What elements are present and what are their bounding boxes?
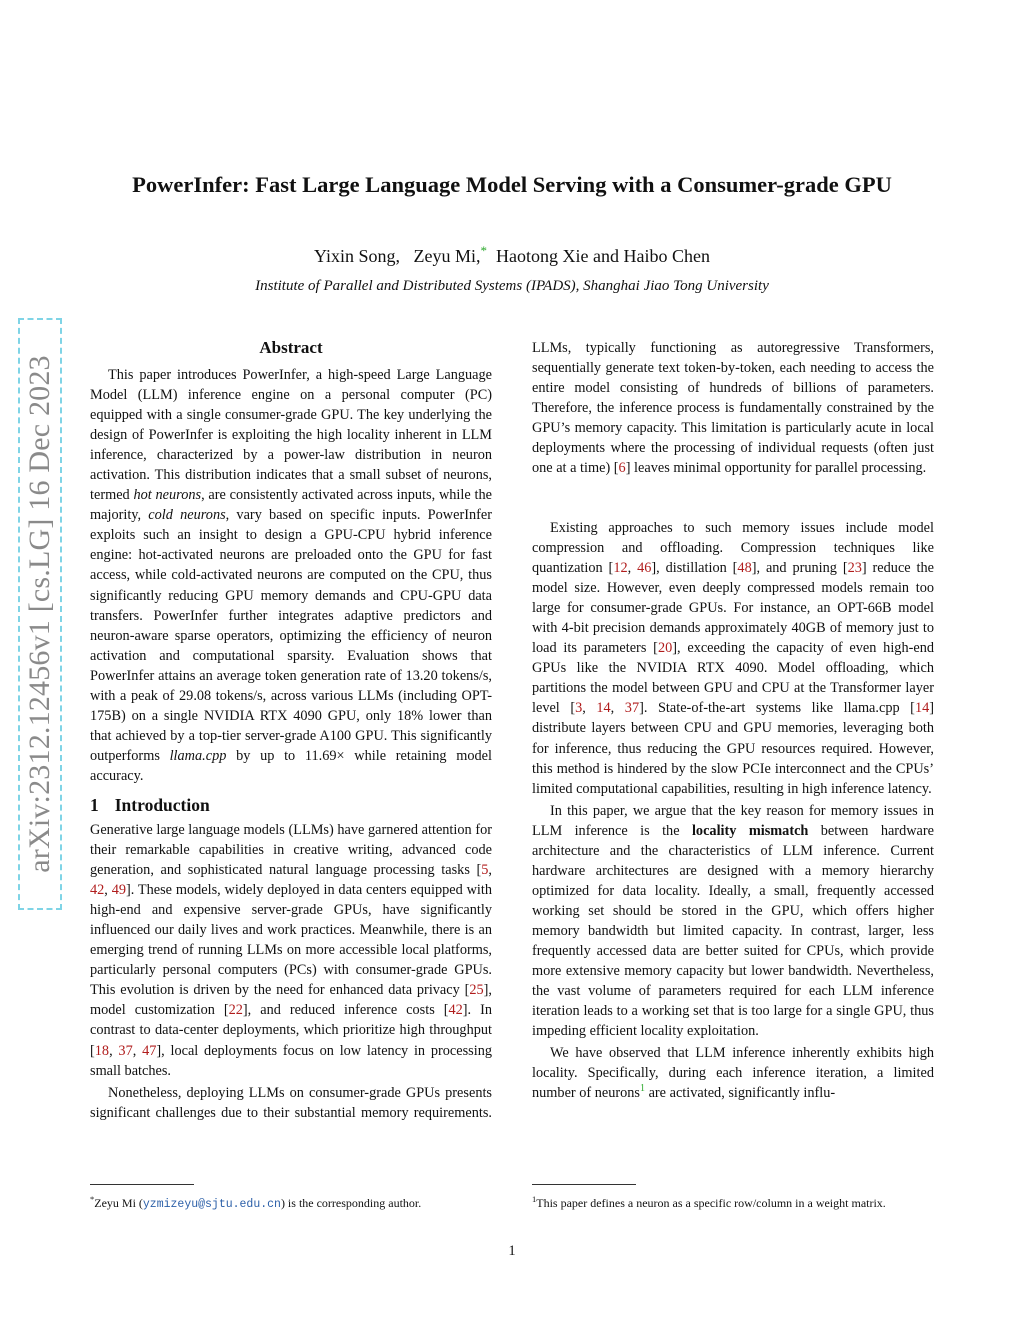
intro-paragraph-2-start: Nonetheless, deploying LLMs on consumer-grade GPUs presents significant challenges due to their substantial memory requirements. — [90, 1084, 492, 1121]
citation-link[interactable]: 22 — [228, 1002, 243, 1019]
abstract-text: This paper introduces PowerInfer, a high-speed Large Language Model (LLM) inference engine on a personal computer (PC) equipped with a single consumer-grade GPU. The key underlying the design of PowerInfer is exploiting the high locality inherent in LLM inference, characterized by a power-law distribution in neuron activation. This distribution indicates that a small subset of neurons, termed hot neurons, are consistently activated across inputs, while the majority, cold neurons, vary based on specific inputs. PowerInfer exploits such an insight to design a GPU-CPU hybrid inference engine: hot-activated neurons are preloaded onto the GPU for fast access, while cold-activated neurons are computed on the CPU, thus significantly reducing GPU memory demands and CPU-GPU data transfers. PowerInfer further integrates adaptive predictors and neuron-aware sparse operators, optimizing the efficiency of neuron activation and computational sparsity. Evaluation shows that PowerInfer attains an average token generation rate of 13.20 tokens/s, with a peak of 29.08 tokens/s, across various LLMs (including OPT-175B) on a single NVIDIA RTX 4090 GPU, only 18% lower than that achieved by a top-tier server-grade A100 GPU. This significantly outperforms llama.cpp by up to 11.69× while retaining model accuracy. — [90, 367, 492, 784]
citation-link[interactable]: 23 — [847, 560, 862, 577]
paper-title: PowerInfer: Fast Large Language Model Serving with a Consumer-grade GPU — [132, 172, 892, 197]
author-zeyu-mi: Zeyu Mi, — [413, 246, 481, 266]
footnote-rule-right — [532, 1184, 636, 1185]
intro-paragraph-4: In this paper, we argue that the key reason for memory issues in LLM inference is the locality mismatch between hardware architecture and the characteristics of LLM inference. Current hardware architectures are designed with a memory hierarchy optimized for data locality. Ideally, a small, frequently accessed working set should be stored in the GPU, which offers higher memory bandwidth but limited capacity. In contrast, larger, less frequently accessed data are better suited for CPUs, which provide more extensive memory capacity but lower bandwidth. Nevertheless, the vast volume of parameters required for each LLM inference iteration leads to a working set that is too large for a single GPU, thus impeding efficient locality exploitation. — [532, 802, 934, 1040]
citation-link[interactable]: 6 — [618, 460, 626, 477]
citation-link[interactable]: 25 — [469, 982, 484, 999]
citation-link[interactable]: 14 — [914, 700, 930, 717]
right-column — [532, 338, 934, 1103]
citation-link[interactable]: 49 — [111, 882, 126, 899]
citation-link[interactable]: 5 — [481, 862, 489, 879]
intro-paragraph-3: Existing approaches to such memory issues include model compression and offloading. Compression techniques like quantization [12, 46], distillation [48], and pruning [23] reduce the model size. However, even deeply compressed models remain too large for consumer-grade GPUs. For instance, an OPT-66B model with 4-bit precision demands approximately 40GB of memory just to load its parameters [20], exceeding the capacity of even high-end GPUs like the NVIDIA RTX 4090. Model offloading, which partitions the model between GPU and CPU at the Transformer layer level [3, 14, 37]. State-of-the-art systems like llama.cpp [14] distribute layers between CPU and GPU memories, leveraging both for inference, thus reducing the GPU resources required. However, this method is hindered by the slow PCIe interconnect and the CPUs’ limited computational capabilities, resulting in high inference latency. — [532, 520, 934, 797]
citation-link[interactable]: 18 — [94, 1042, 110, 1059]
citation-link[interactable]: 46 — [637, 560, 652, 577]
intro-paragraph-2-continued: LLMs, typically functioning as autoregressive Transformers, sequentially generate text token-by-token, each needing to access the entire model consisting of hundreds of billions of parameters. Therefore, the inference process is fundamentally constrained by the GPU’s memory capacity. This limitation is particularly acute in local deployments where the processing of individual requests (often just one at a time) [6] leaves minimal opportunity for parallel processing. — [532, 340, 934, 477]
footnote-neuron-definition: $^1$This paper defines a neuron as a specific row/column in a weight matrix. — [532, 1194, 886, 1210]
citation-link[interactable]: 37 — [624, 700, 640, 717]
page-number: 1 — [508, 1243, 516, 1259]
citation-link[interactable]: 48 — [737, 560, 752, 577]
section-heading-introduction: 1 Introduction — [90, 794, 210, 815]
citation-link[interactable]: 12 — [613, 560, 628, 577]
author-email-link[interactable]: yzmizeyu@sjtu.edu.cn — [142, 1198, 281, 1211]
citation-link[interactable]: 20 — [657, 640, 673, 657]
corresponding-author-mark[interactable]: * — [480, 243, 488, 258]
author-yixin-song: Yixin Song, — [314, 246, 401, 266]
locality-mismatch-term: locality mismatch — [691, 822, 809, 839]
left-column — [90, 338, 492, 1123]
intro-paragraph-5: We have observed that LLM inference inherently exhibits high locality. Specifically, during each inference iteration, a limited number of neurons$^1$ are activated, significantly influ- — [532, 1045, 934, 1102]
citation-link[interactable]: 37 — [118, 1042, 133, 1059]
footnote-rule-left — [90, 1184, 194, 1185]
citation-link[interactable]: 47 — [142, 1042, 157, 1059]
citation-link[interactable]: 42 — [90, 882, 105, 899]
affiliation: Institute of Parallel and Distributed Systems (IPADS), Shanghai Jiao Tong University — [255, 278, 769, 294]
arxiv-identifier: arXiv:2312.12456v1 [cs.LG] 16 Dec 2023 — [23, 355, 56, 873]
footnote-corresponding-author: *Zeyu Mi (yzmizeyu@sjtu.edu.cn) is the corresponding author. — [90, 1194, 422, 1211]
citation-link[interactable]: 3 — [575, 700, 583, 717]
footnote-mark[interactable]: 1 — [640, 1083, 645, 1095]
abstract-heading: Abstract — [259, 338, 323, 357]
author-list — [0, 243, 1024, 267]
citation-link[interactable]: 42 — [448, 1002, 463, 1019]
intro-paragraph-1: Generative large language models (LLMs) have garnered attention for their remarkable capabilities in creative writing, advanced code generation, and sophisticated natural language processing tasks [5, 42, 49]. These models, widely deployed in data centers equipped with high-end and expensive server-grade GPUs, have significantly influenced our daily lives and work practices. Meanwhile, there is an emerging trend of running LLMs on more accessible local platforms, particularly personal computers (PCs) with consumer-grade GPUs. This evolution is driven by the need for enhanced data privacy [25], model customization [22], and reduced inference costs [42]. In contrast to data-center deployments, which prioritize high throughput [18, 37, 47], local deployments focus on low latency in processing small batches. — [90, 821, 493, 1079]
arxiv-identifier-stamp — [18, 318, 62, 910]
citation-link[interactable]: 14 — [596, 700, 611, 717]
author-others: Haotong Xie and Haibo Chen — [496, 246, 710, 266]
